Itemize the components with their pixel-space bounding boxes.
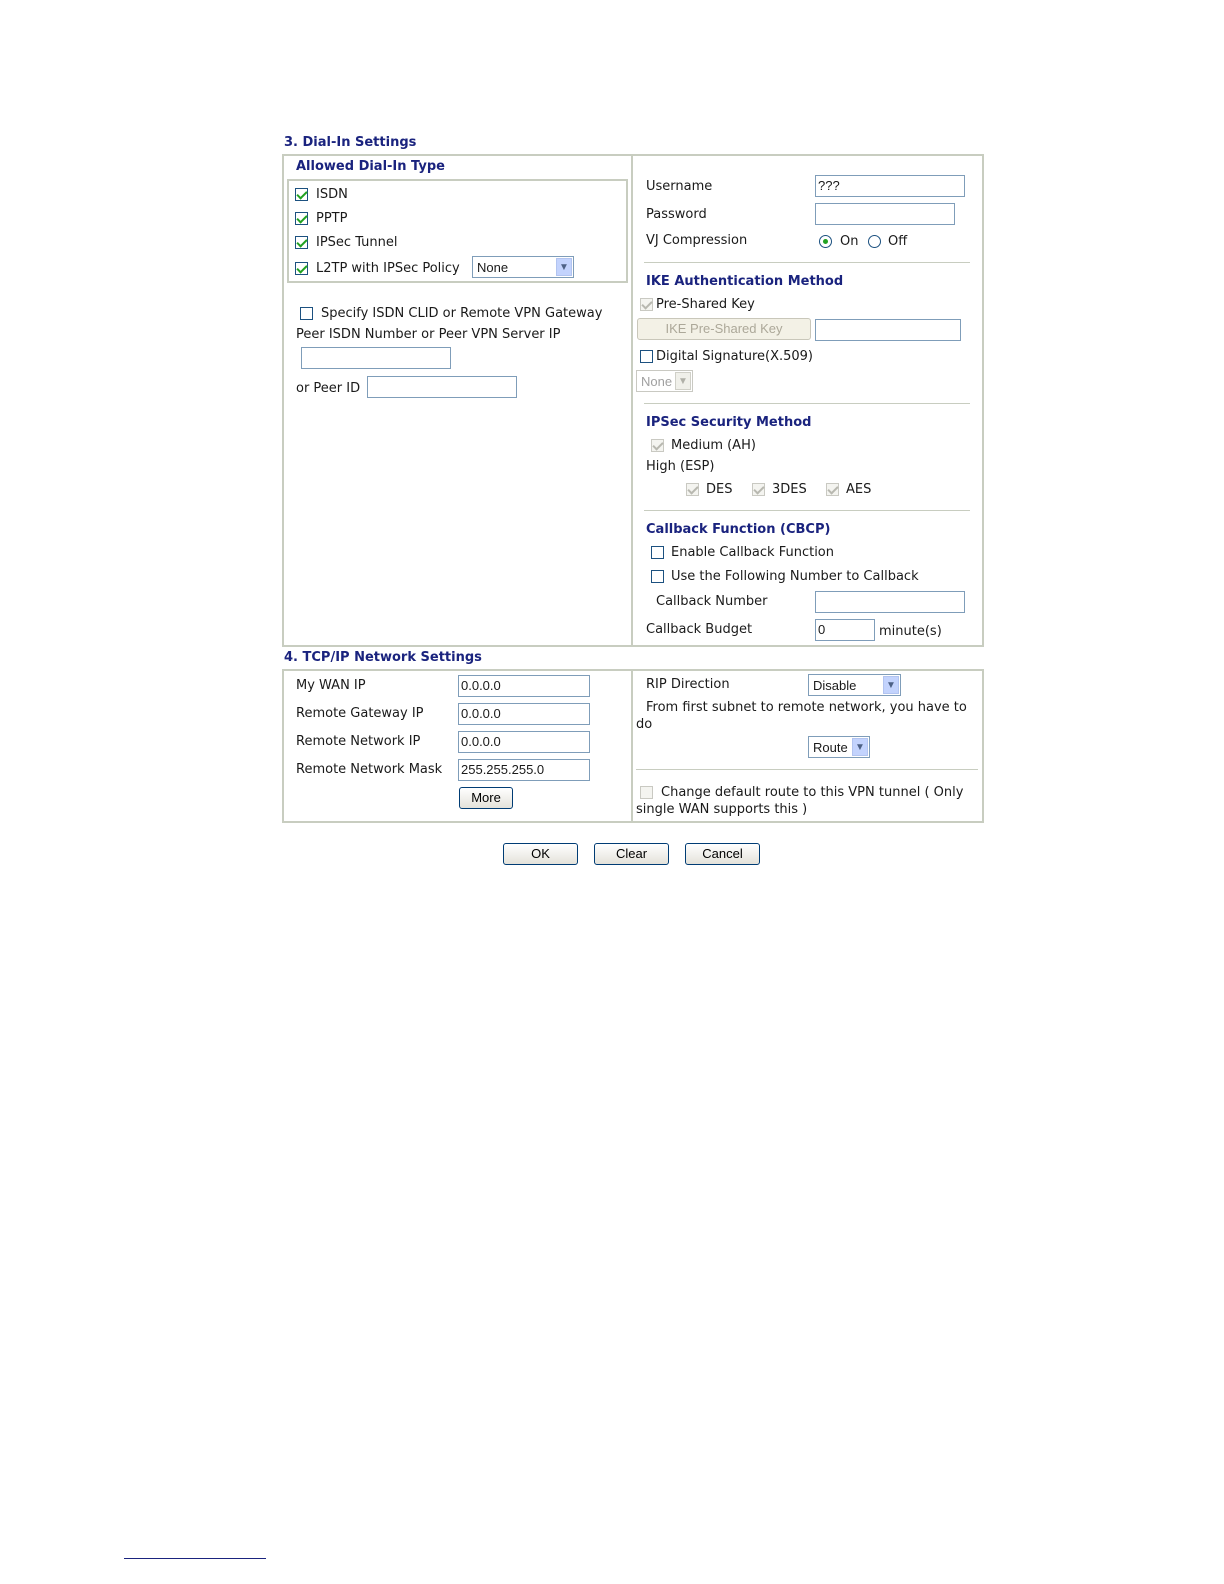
rip-direction-label: RIP Direction xyxy=(646,677,730,692)
aes-label: AES xyxy=(846,482,872,497)
chevron-down-icon: ▼ xyxy=(883,676,899,694)
rip-direction-select[interactable] xyxy=(808,674,901,696)
vj-on-label: On xyxy=(840,234,859,249)
l2tp-label: L2TP with IPSec Policy xyxy=(316,261,460,276)
divider xyxy=(644,403,970,404)
vj-compression-label: VJ Compression xyxy=(646,233,748,248)
callback-budget-label: Callback Budget xyxy=(646,622,753,637)
ipsec-tunnel-checkbox[interactable] xyxy=(295,236,308,249)
remote-gateway-ip-input[interactable]: 0.0.0.0 xyxy=(458,703,590,725)
use-following-number-label: Use the Following Number to Callback xyxy=(671,569,919,584)
more-button[interactable]: More xyxy=(459,787,513,809)
clear-button[interactable]: Clear xyxy=(594,843,669,865)
medium-ah-checkbox[interactable] xyxy=(651,439,664,452)
enable-callback-label: Enable Callback Function xyxy=(671,545,835,560)
password-input[interactable] xyxy=(815,203,955,225)
cancel-button[interactable]: Cancel xyxy=(685,843,760,865)
remote-gateway-ip-label: Remote Gateway IP xyxy=(296,706,424,721)
ipsec-tunnel-label: IPSec Tunnel xyxy=(316,235,398,250)
route-mode-value: Route xyxy=(813,740,848,755)
change-default-route-line2: single WAN supports this ) xyxy=(636,802,808,817)
peer-server-input[interactable] xyxy=(301,347,451,369)
username-label: Username xyxy=(646,179,713,194)
use-following-number-checkbox[interactable] xyxy=(651,570,664,583)
preshared-key-label: Pre-Shared Key xyxy=(656,297,755,312)
remote-network-mask-input[interactable]: 255.255.255.0 xyxy=(458,759,590,781)
3des-checkbox[interactable] xyxy=(752,483,765,496)
my-wan-ip-label: My WAN IP xyxy=(296,678,366,693)
callback-number-input[interactable] xyxy=(815,591,965,613)
footnote-rule xyxy=(124,1558,266,1559)
callback-number-label: Callback Number xyxy=(656,594,768,609)
subnet-text-line2: do xyxy=(636,717,653,732)
remote-network-ip-label: Remote Network IP xyxy=(296,734,421,749)
vj-off-label: Off xyxy=(888,234,908,249)
l2tp-checkbox[interactable] xyxy=(295,262,308,275)
callback-title: Callback Function (CBCP) xyxy=(646,522,831,537)
minutes-label: minute(s) xyxy=(879,624,942,639)
l2tp-policy-select[interactable] xyxy=(472,256,574,278)
des-checkbox[interactable] xyxy=(686,483,699,496)
ike-preshared-key-button[interactable]: IKE Pre-Shared Key xyxy=(637,318,811,340)
enable-callback-checkbox[interactable] xyxy=(651,546,664,559)
3des-label: 3DES xyxy=(772,482,807,497)
chevron-down-icon: ▼ xyxy=(556,258,572,276)
vj-off-radio[interactable] xyxy=(868,235,881,248)
callback-budget-input[interactable]: 0 xyxy=(815,619,875,641)
des-label: DES xyxy=(706,482,733,497)
digital-signature-value: None xyxy=(641,374,673,389)
specify-gateway-label: Specify ISDN CLID or Remote VPN Gateway xyxy=(321,306,603,321)
l2tp-policy-value: None xyxy=(477,260,509,275)
divider xyxy=(644,262,970,263)
ike-auth-title: IKE Authentication Method xyxy=(646,274,844,289)
section-title-tcpip: 4. TCP/IP Network Settings xyxy=(284,650,482,665)
remote-network-mask-label: Remote Network Mask xyxy=(296,762,443,777)
divider xyxy=(636,769,978,770)
change-default-route-checkbox[interactable] xyxy=(640,786,653,799)
section-title-dial-in: 3. Dial-In Settings xyxy=(284,135,417,150)
password-label: Password xyxy=(646,207,707,222)
peer-id-label: or Peer ID xyxy=(296,381,361,396)
isdn-label: ISDN xyxy=(316,187,348,202)
pptp-label: PPTP xyxy=(316,211,348,226)
chevron-down-icon: ▼ xyxy=(852,738,868,756)
chevron-down-icon: ▼ xyxy=(675,372,691,390)
remote-network-ip-input[interactable]: 0.0.0.0 xyxy=(458,731,590,753)
my-wan-ip-input[interactable]: 0.0.0.0 xyxy=(458,675,590,697)
ike-preshared-key-input[interactable] xyxy=(815,319,961,341)
medium-ah-label: Medium (AH) xyxy=(671,438,756,453)
peer-id-input[interactable] xyxy=(367,376,517,398)
rip-direction-value: Disable xyxy=(813,678,857,693)
subnet-text-line1: From first subnet to remote network, you have to xyxy=(646,700,967,715)
vj-on-radio[interactable] xyxy=(819,235,832,248)
peer-server-label: Peer ISDN Number or Peer VPN Server IP xyxy=(296,327,561,342)
aes-checkbox[interactable] xyxy=(826,483,839,496)
allowed-dial-in-title: Allowed Dial-In Type xyxy=(296,159,445,174)
change-default-route-line1: Change default route to this VPN tunnel ( Only xyxy=(661,785,964,800)
route-mode-select[interactable] xyxy=(808,736,870,758)
digital-signature-label: Digital Signature(X.509) xyxy=(656,349,814,364)
username-input[interactable]: ??? xyxy=(815,175,965,197)
isdn-checkbox[interactable] xyxy=(295,188,308,201)
high-esp-label: High (ESP) xyxy=(646,459,715,474)
preshared-key-checkbox[interactable] xyxy=(640,298,653,311)
divider xyxy=(644,510,970,511)
specify-gateway-checkbox[interactable] xyxy=(300,307,313,320)
pptp-checkbox[interactable] xyxy=(295,212,308,225)
ipsec-security-title: IPSec Security Method xyxy=(646,415,812,430)
ok-button[interactable]: OK xyxy=(503,843,578,865)
digital-signature-select[interactable] xyxy=(636,370,693,392)
digital-signature-checkbox[interactable] xyxy=(640,350,653,363)
